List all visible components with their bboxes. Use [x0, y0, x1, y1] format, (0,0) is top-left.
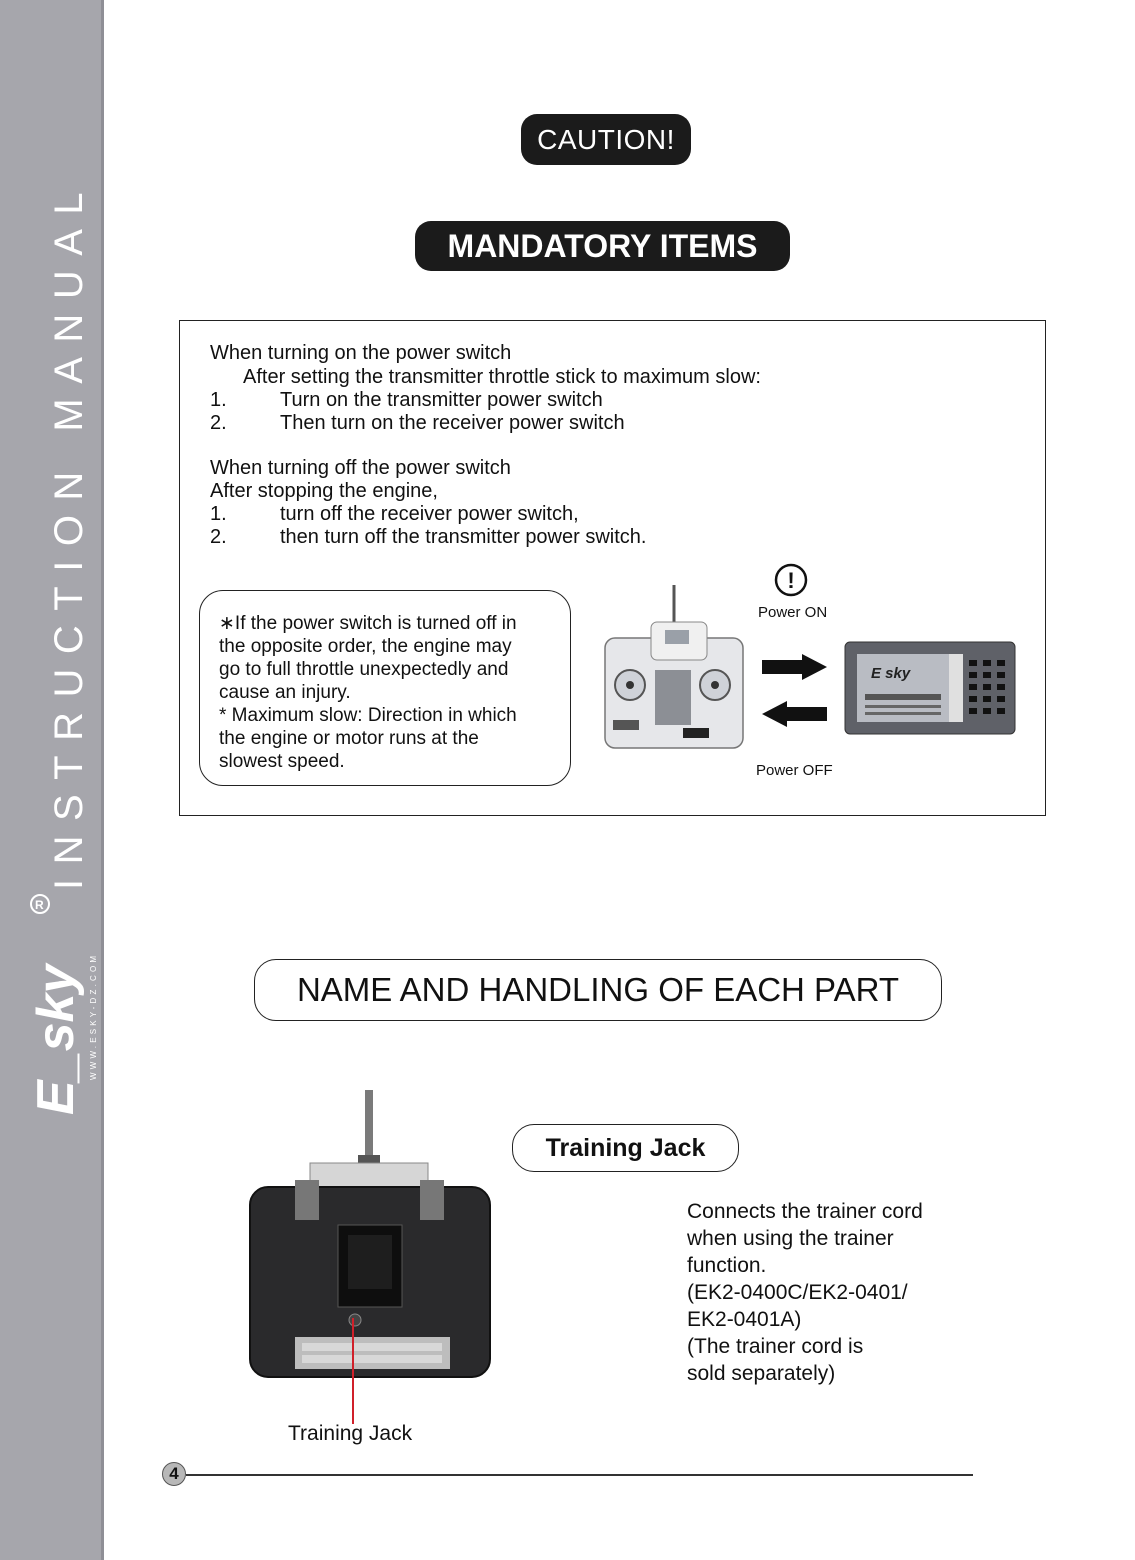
power-on-heading: When turning on the power switch: [210, 342, 512, 364]
step-number: 2.: [210, 412, 227, 434]
mandatory-items-badge: MANDATORY ITEMS: [415, 221, 790, 271]
training-jack-desc-line: function.: [687, 1254, 767, 1277]
note-line: the opposite order, the engine may: [219, 636, 512, 657]
power-on-step-1: Turn on the transmitter power switch: [280, 389, 603, 411]
training-jack-title: Training Jack: [512, 1124, 739, 1172]
svg-text:!: !: [787, 568, 795, 593]
transmitter-back-illustration: [240, 1085, 500, 1395]
step-number: 1.: [210, 389, 227, 411]
sidebar-manual-title: INSTRUCTION MANUAL: [47, 177, 91, 890]
step-number: 2.: [210, 526, 227, 548]
registered-mark: R: [35, 898, 44, 912]
sidebar-website: WWW.ESKY-DZ.COM: [89, 952, 98, 1080]
note-line: * Maximum slow: Direction in which: [219, 705, 517, 726]
note-line: the engine or motor runs at the: [219, 728, 479, 749]
training-jack-callout-line: [346, 1318, 360, 1424]
sidebar-brand-logo: E_sky: [27, 964, 85, 1115]
power-off-heading: When turning off the power switch: [210, 457, 511, 479]
power-off-subheading: After stopping the engine,: [210, 480, 438, 502]
note-line: go to full throttle unexpectedly and: [219, 659, 509, 680]
svg-text:E sky: E sky: [871, 665, 911, 682]
power-off-step-2: then turn off the transmitter power switch.: [280, 526, 647, 548]
arrow-right-icon: [762, 654, 827, 680]
arrow-left-icon: [762, 701, 827, 727]
power-off-label: Power OFF: [756, 762, 833, 779]
note-line: cause an injury.: [219, 682, 351, 703]
training-jack-desc-line: Connects the trainer cord: [687, 1200, 923, 1223]
power-sequence-diagram: [595, 560, 1035, 790]
training-jack-desc-line: (The trainer cord is: [687, 1335, 864, 1358]
footer-rule: [186, 1474, 973, 1476]
training-jack-desc-line: (EK2-0400C/EK2-0401/: [687, 1281, 908, 1304]
name-handling-title: NAME AND HANDLING OF EACH PART: [254, 959, 942, 1021]
warning-exclamation-icon: [776, 565, 806, 595]
page-number: 4: [162, 1462, 186, 1486]
transmitter-icon: [605, 585, 743, 748]
caution-badge: CAUTION!: [521, 114, 691, 165]
sidebar-vertical-text: [0, 0, 103, 1560]
note-line: ∗If the power switch is turned off in: [219, 613, 517, 634]
power-on-subheading: After setting the transmitter throttle stick to maximum slow:: [243, 366, 761, 388]
step-number: 1.: [210, 503, 227, 525]
power-on-label: Power ON: [758, 604, 828, 621]
training-jack-desc-line: when using the trainer: [687, 1227, 894, 1250]
training-jack-desc-line: sold separately): [687, 1362, 836, 1385]
note-line: slowest speed.: [219, 751, 345, 772]
training-jack-desc-line: EK2-0401A): [687, 1308, 802, 1331]
training-jack-callout-label: Training Jack: [288, 1422, 413, 1445]
power-on-step-2: Then turn on the receiver power switch: [280, 412, 625, 434]
receiver-icon: [845, 642, 1015, 734]
power-off-step-1: turn off the receiver power switch,: [280, 503, 579, 525]
